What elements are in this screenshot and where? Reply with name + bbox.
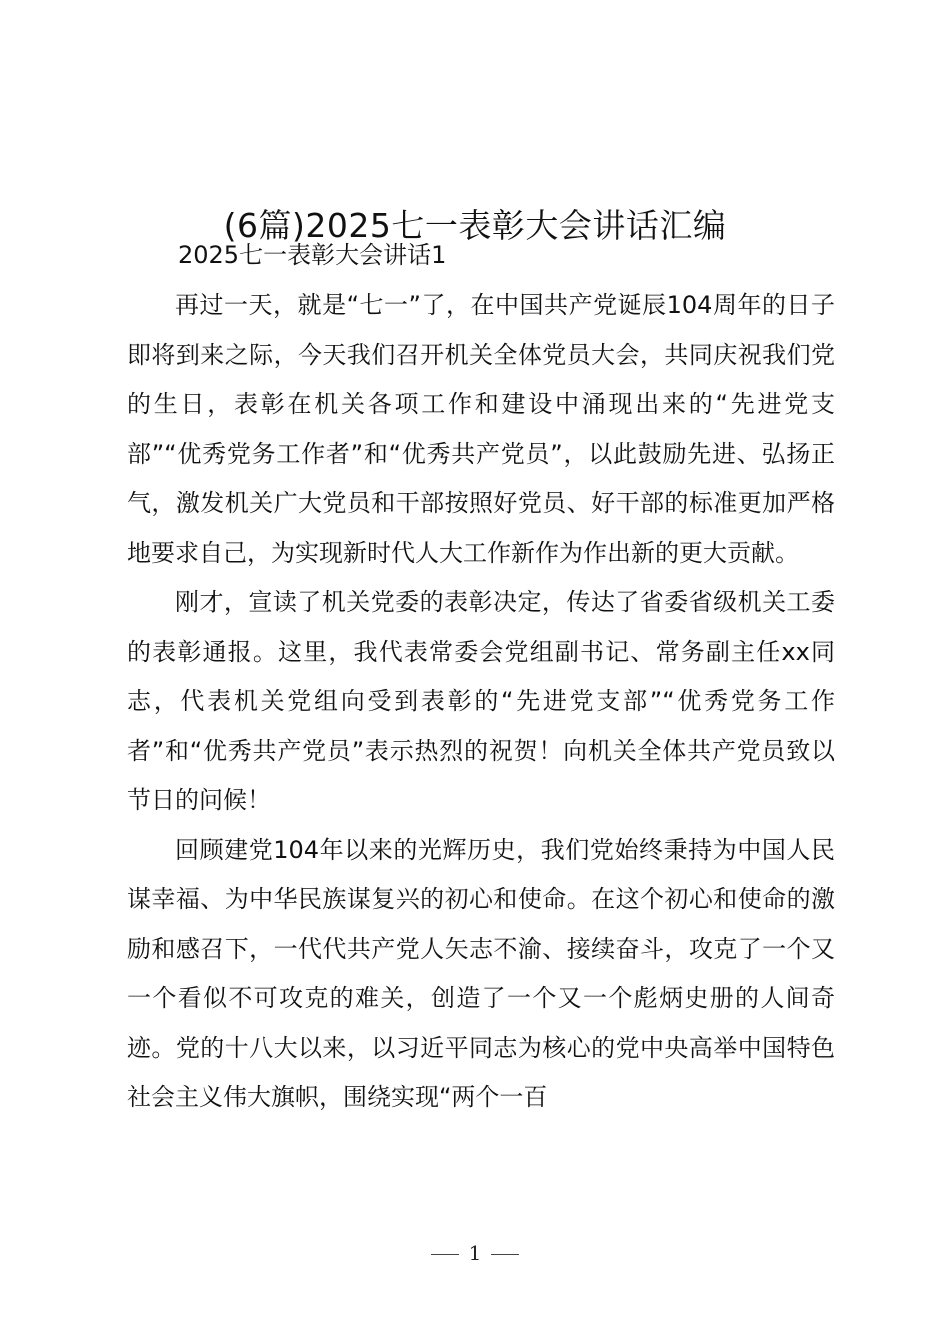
footer-dash-left xyxy=(431,1254,459,1255)
page-number: 1 xyxy=(468,1241,482,1265)
paragraph: 回顾建党104年以来的光辉历史，我们党始终秉持为中国人民谋幸福、为中华民族谋复兴的初心和使命。在这个初心和使命的激励和感召下，一代代共产党人矢志不渝、接续奋斗，攻克了一个又一个看似不可攻克的难关，创造了一个又一个彪炳史册的人间奇迹。党的十八大以来，以习近平同志为核心的党中央高举中国特色社会主义伟大旗帜，围绕实现“两个一百 xyxy=(127,835,835,1111)
footer-dash-right xyxy=(491,1254,519,1255)
paragraph: 刚才，宣读了机关党委的表彰决定，传达了省委省级机关工委的表彰通报。这里，我代表常委会党组副书记、常务副主任xx同志，代表机关党组向受到表彰的“先进党支部”“优秀党务工作者”和“优秀共产党员”表示热烈的祝贺！向机关全体共产党员致以节日的问候！ xyxy=(127,588,835,814)
page-footer xyxy=(0,1237,950,1269)
document-body xyxy=(127,281,835,1123)
paragraph: 再过一天，就是“七一”了，在中国共产党诞辰104周年的日子即将到来之际，今天我们召开机关全体党员大会，共同庆祝我们党的生日，表彰在机关各项工作和建设中涌现出来的“先进党支部”“优秀党务工作者”和“优秀共产党员”，以此鼓励先进、弘扬正气，激发机关广大党员和干部按照好党员、好干部的标准更加严格地要求自己，为实现新时代人大工作新作为作出新的更大贡献。 xyxy=(127,291,835,567)
section-subtitle: 2025七一表彰大会讲话1 xyxy=(178,241,447,269)
document-title: (6篇)2025七一表彰大会讲话汇编 xyxy=(223,206,727,246)
